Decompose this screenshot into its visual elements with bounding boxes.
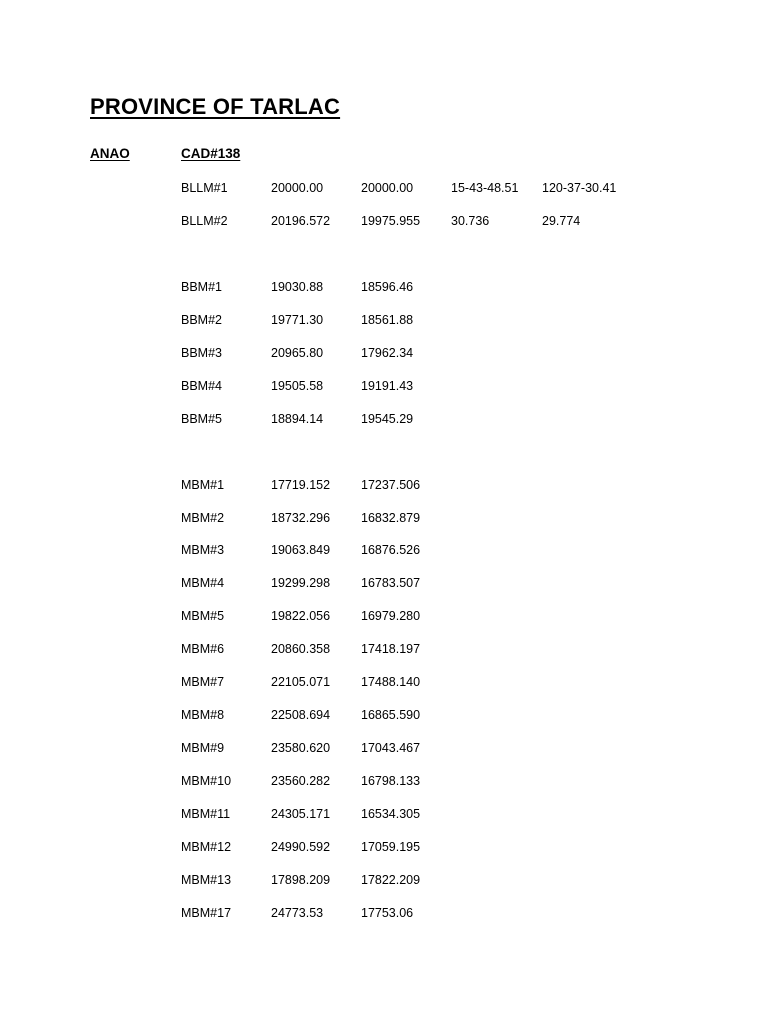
cell-station-name: MBM#6 [181, 642, 225, 657]
cell-easting: 16979.280 [361, 609, 421, 624]
cell-easting: 16534.305 [361, 807, 421, 822]
cell-easting: 17418.197 [361, 642, 421, 657]
table-row [0, 574, 768, 592]
cell-station-name: BBM#5 [181, 411, 222, 426]
table-row [0, 410, 768, 428]
cell-easting: 16865.590 [361, 708, 421, 723]
cell-easting: 16783.507 [361, 576, 421, 591]
cell-station-name: MBM#4 [181, 576, 225, 591]
table-row [0, 739, 768, 757]
cell-easting: 18561.88 [361, 312, 414, 327]
cell-easting: 17962.34 [361, 345, 414, 360]
cell-northing: 19299.298 [271, 576, 331, 591]
table-row [0, 640, 768, 658]
table-row [0, 344, 768, 362]
cell-station-name: BLLM#1 [181, 181, 228, 195]
cell-easting: 17822.209 [361, 872, 421, 887]
cell-easting: 19545.29 [361, 411, 414, 426]
cell-station-name: MBM#12 [181, 840, 232, 854]
cell-station-name: MBM#10 [181, 774, 232, 789]
cell-station-name: BBM#4 [181, 378, 222, 393]
cell-station-name: BBM#1 [181, 279, 222, 294]
cell-northing: 20860.358 [271, 642, 331, 657]
cell-station-name: MBM#7 [181, 675, 225, 690]
cell-easting: 20000.00 [361, 181, 414, 195]
cell-northing: 19771.30 [271, 312, 324, 327]
table-row [0, 838, 768, 856]
cell-easting: 17488.140 [361, 675, 421, 690]
cell-easting: 16832.879 [361, 510, 421, 525]
table-row [0, 179, 768, 197]
cad-heading: CAD#138 [181, 146, 241, 161]
cell-station-name: MBM#2 [181, 510, 225, 525]
cell-northing: 20196.572 [271, 213, 331, 228]
cell-station-name: MBM#13 [181, 872, 232, 887]
page-title: PROVINCE OF TARLAC [90, 94, 341, 119]
cell-northing: 23560.282 [271, 774, 331, 789]
table-row [0, 607, 768, 625]
cell-easting: 19975.955 [361, 213, 421, 228]
cell-station-name: MBM#3 [181, 543, 225, 558]
cell-northing: 19505.58 [271, 378, 324, 393]
cell-latitude: 15-43-48.51 [451, 181, 519, 195]
table-row [0, 772, 768, 790]
cell-easting: 17043.467 [361, 741, 421, 756]
cell-northing: 17719.152 [271, 477, 331, 492]
table-row [0, 476, 768, 494]
table-row [0, 871, 768, 889]
table-row [0, 311, 768, 329]
cell-station-name: BBM#2 [181, 312, 222, 327]
cell-northing: 19822.056 [271, 609, 331, 624]
cell-easting: 17059.195 [361, 840, 421, 854]
cell-easting: 17753.06 [361, 905, 414, 920]
cell-station-name: MBM#11 [181, 807, 231, 822]
cell-northing: 18732.296 [271, 510, 331, 525]
cell-longitude: 120-37-30.41 [542, 181, 617, 195]
table-row [0, 541, 768, 559]
table-row [0, 212, 768, 230]
table-row [0, 509, 768, 527]
cell-station-name: MBM#9 [181, 741, 225, 756]
cell-easting: 17237.506 [361, 477, 421, 492]
cell-easting: 16876.526 [361, 543, 421, 558]
table-row [0, 904, 768, 922]
cell-easting: 18596.46 [361, 279, 414, 294]
table-row [0, 673, 768, 691]
cell-station-name: MBM#5 [181, 609, 225, 624]
table-row [0, 278, 768, 296]
cell-latitude: 30.736 [451, 213, 490, 228]
table-row [0, 377, 768, 395]
table-row [0, 805, 768, 823]
cell-easting: 19191.43 [361, 378, 414, 393]
cell-northing: 22105.071 [271, 675, 331, 690]
municipality-heading: ANAO [90, 146, 130, 161]
cell-northing: 19030.88 [271, 279, 324, 294]
cell-northing: 20000.00 [271, 181, 324, 195]
cell-northing: 20965.80 [271, 345, 324, 360]
cell-northing: 23580.620 [271, 741, 331, 756]
cell-longitude: 29.774 [542, 213, 581, 228]
cell-northing: 19063.849 [271, 543, 331, 558]
cell-easting: 16798.133 [361, 774, 421, 789]
cell-station-name: BLLM#2 [181, 213, 228, 228]
cell-northing: 24305.171 [271, 807, 331, 822]
cell-northing: 18894.14 [271, 411, 324, 426]
cell-station-name: MBM#1 [181, 477, 225, 492]
cell-station-name: MBM#17 [181, 905, 232, 920]
cell-station-name: MBM#8 [181, 708, 225, 723]
cell-northing: 22508.694 [271, 708, 331, 723]
cell-northing: 24773.53 [271, 905, 324, 920]
cell-northing: 17898.209 [271, 872, 331, 887]
cell-station-name: BBM#3 [181, 345, 222, 360]
cell-northing: 24990.592 [271, 840, 331, 854]
table-row [0, 706, 768, 724]
